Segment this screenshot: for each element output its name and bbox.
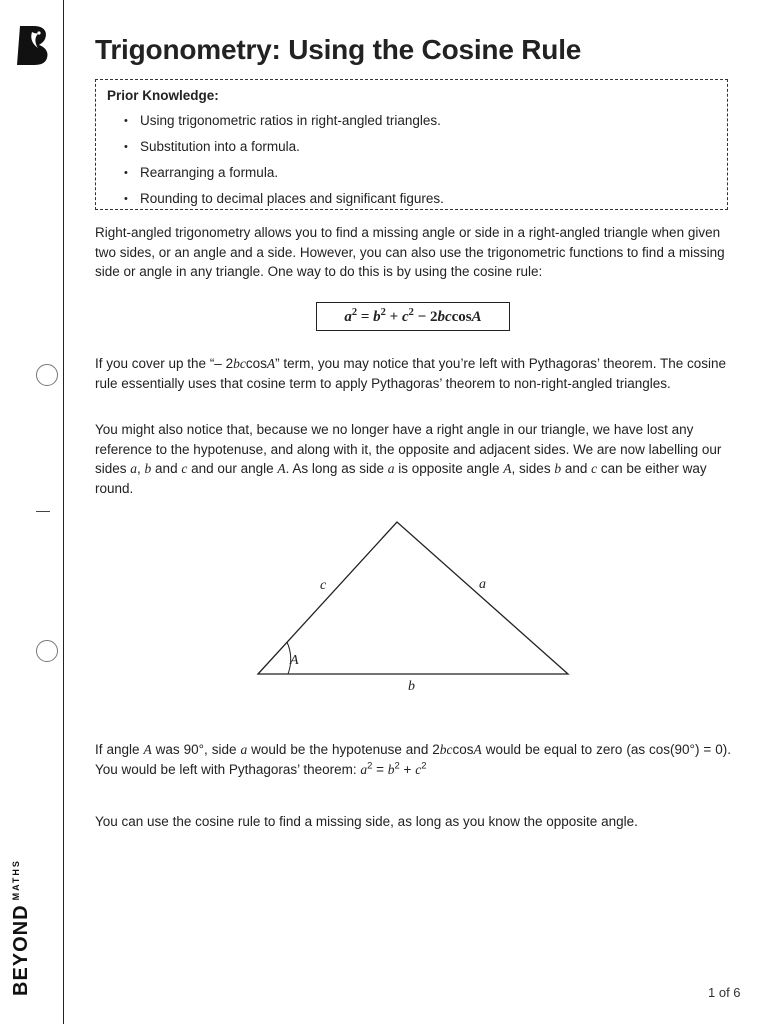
right-angle-paragraph: If angle A was 90°, side a would be the hypotenuse and 2bccosA would be equal to zero (as cos(90°) = 0). You would be left with Pythagoras’ theorem: $a^2 = b^2 + c^2$ (95, 742, 731, 777)
page-number: 1 of 6 (708, 985, 741, 1000)
list-item: • Using trigonometric ratios in right-angled triangles. (122, 108, 444, 134)
brand-vertical-logo (11, 859, 31, 996)
missing-side-paragraph: You can use the cosine rule to find a missing side, as long as you know the opposite angle. (95, 814, 638, 829)
beyond-logo-icon (14, 24, 52, 66)
label-c: c (320, 578, 327, 593)
prior-knowledge-box (95, 79, 728, 210)
list-item: • Rounding to decimal places and significant figures. (122, 186, 444, 212)
punch-hole-top (36, 364, 58, 386)
list-item: • Rearranging a formula. (122, 160, 444, 186)
punch-hole-bottom (36, 640, 58, 662)
prior-knowledge-list (122, 108, 444, 212)
triangle-shape (258, 522, 568, 674)
intro-paragraph: Right-angled trigonometry allows you to find a missing angle or side in a right-angled triangle when given two sides, or an angle and a side. However, you can also use the trigonometric functions to find a missing side or angle in any triangle. One way to do this is by using the cosine rule: (95, 225, 725, 279)
triangle-diagram (250, 515, 580, 700)
labelling-paragraph: You might also notice that, because we no longer have a right angle in our triangle, we have lost any reference to the hypotenuse, and along with it, the opposite and adjacent sides. We are now labelling our sides a, b and c and our angle A. As long as side a is opposite angle A, sides b and c can be either way round. (95, 422, 722, 496)
margin-line (63, 0, 64, 1024)
brand-subname: MATHS (11, 859, 21, 901)
brand-name: BEYOND (10, 904, 32, 996)
label-A: A (290, 653, 299, 668)
fold-mark (36, 511, 50, 512)
list-item: • Substitution into a formula. (122, 134, 444, 160)
page-title: Trigonometry: Using the Cosine Rule (95, 34, 582, 65)
prior-knowledge-heading: Prior Knowledge: (107, 88, 219, 103)
label-b: b (408, 679, 415, 694)
label-a: a (479, 577, 486, 592)
pythagoras-paragraph: If you cover up the “– 2bccosA” term, you may notice that you’re left with Pythagoras’ theorem. The cosine rule essentially uses that cosine term to apply Pythagoras’ theorem to non-right-angled triangles. (95, 356, 727, 391)
cosine-rule-formula: $a^2 = b^2 + c^2 - 2bccosA$ (316, 302, 510, 331)
